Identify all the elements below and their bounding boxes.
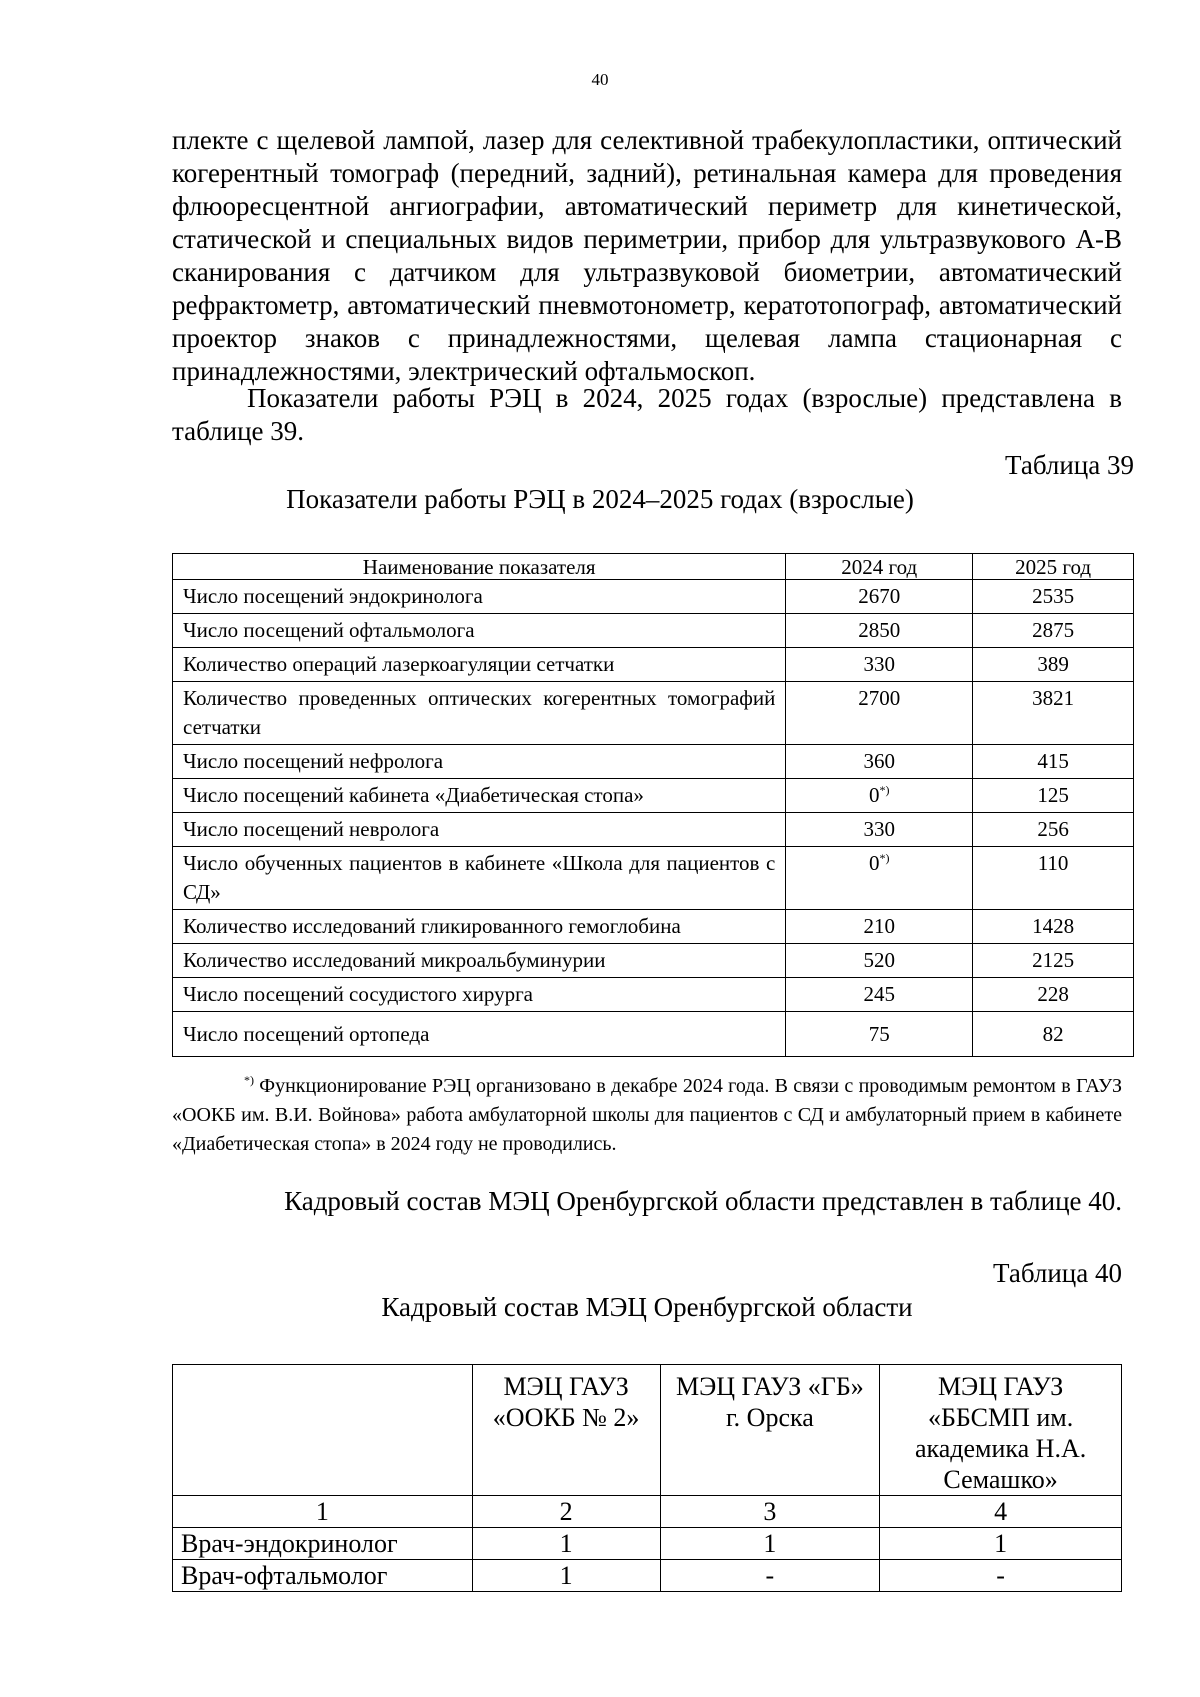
row-gb-orsk: - <box>660 1560 880 1592</box>
paragraph-equipment: плекте с щелевой лампой, лазер для селективной трабекулопластики, оптический когерентный томограф (передний, задний), ретинальная камера для проведения флюоресцентной ангиографии, автоматический периметр для кинетической, статической и специальных видов периметрии, прибор для ультразвукового А-В сканирования с датчиком для ультразвуковой биометрии, автоматический рефрактометр, автоматический пневмотонометр, кератотопограф, автоматический проектор знаков с принадлежностями, щелевая лампа стационарная с принадлежностями, электрический офтальмоскоп. <box>172 125 1122 386</box>
table-row <box>173 614 1134 648</box>
row-2025: 3821 <box>973 682 1134 745</box>
row-name: Количество исследований гликированного гемоглобина <box>173 910 786 944</box>
table-row <box>173 910 1134 944</box>
row-2025: 415 <box>973 745 1134 779</box>
footnote-text: Функционирование РЭЦ организовано в декабре 2024 года. В связи с проводимым ремонтом в ГАУЗ «ООКБ им. В.И. Войнова» работа амбулаторной школы для пациентов с СД и амбулаторный прием в кабинете «Диабетическая стопа» в 2024 году не проводились. <box>172 1075 1122 1155</box>
table-row <box>173 1560 1122 1592</box>
row-2024: 2700 <box>786 682 973 745</box>
row-name: Число посещений кабинета «Диабетическая стопа» <box>173 779 786 813</box>
row-2024: 2670 <box>786 580 973 614</box>
row-2025: 1428 <box>973 910 1134 944</box>
row-2024: 330 <box>786 648 973 682</box>
row-2025: 2125 <box>973 944 1134 978</box>
table40 <box>172 1364 1122 1592</box>
paragraph-table39-intro: Показатели работы РЭЦ в 2024, 2025 годах (взрослые) представлена в таблице 39. <box>172 383 1122 446</box>
row-2025: 82 <box>973 1012 1134 1057</box>
table39-header-name: Наименование показателя <box>173 554 786 580</box>
table-row <box>173 944 1134 978</box>
table-row <box>173 813 1134 847</box>
table-row <box>173 1528 1122 1560</box>
table40-header-empty <box>173 1365 473 1496</box>
table39-title: Показатели работы РЭЦ в 2024–2025 годах (взрослые) <box>286 484 914 514</box>
row-ookb2: 1 <box>472 1560 660 1592</box>
row-name: Число посещений невролога <box>173 813 786 847</box>
table-row <box>173 978 1134 1012</box>
row-2024 <box>786 847 973 910</box>
row-2025: 110 <box>973 847 1134 910</box>
footnote-mark: *) <box>244 1073 254 1087</box>
row-2024-value: 0 <box>868 783 880 807</box>
row-name: Число посещений офтальмолога <box>173 614 786 648</box>
table40-header-bbsmp: МЭЦ ГАУЗ «ББСМП им. академика Н.А. Семашко» <box>880 1365 1122 1496</box>
table40-header-row <box>173 1365 1122 1496</box>
row-2024 <box>786 779 973 813</box>
paragraph-table40-intro: Кадровый состав МЭЦ Оренбургской области представлен в таблице 40. <box>284 1186 1122 1216</box>
table40-title: Кадровый состав МЭЦ Оренбургской области <box>381 1292 913 1322</box>
row-2024: 360 <box>786 745 973 779</box>
row-2025: 228 <box>973 978 1134 1012</box>
col-number: 2 <box>472 1496 660 1528</box>
row-2024: 2850 <box>786 614 973 648</box>
row-ookb2: 1 <box>472 1528 660 1560</box>
row-2024: 330 <box>786 813 973 847</box>
row-name: Врач-эндокринолог <box>173 1528 473 1560</box>
row-name: Число посещений эндокринолога <box>173 580 786 614</box>
col-number: 4 <box>880 1496 1122 1528</box>
table-row <box>173 745 1134 779</box>
row-gb-orsk: 1 <box>660 1528 880 1560</box>
col-number: 3 <box>660 1496 880 1528</box>
table39-header-row <box>173 554 1134 580</box>
row-2025: 125 <box>973 779 1134 813</box>
row-2024-value: 0 <box>868 851 880 875</box>
table39 <box>172 553 1134 1057</box>
table39-header-2025: 2025 год <box>973 554 1134 580</box>
table-row <box>173 580 1134 614</box>
table-row <box>173 847 1134 910</box>
footnote-marker: *) <box>879 851 890 865</box>
table39-label: Таблица 39 <box>1005 450 1134 480</box>
col-number: 1 <box>173 1496 473 1528</box>
row-name: Количество исследований микроальбуминурии <box>173 944 786 978</box>
table40-label: Таблица 40 <box>993 1258 1122 1288</box>
row-2025: 256 <box>973 813 1134 847</box>
row-name: Число обученных пациентов в кабинете «Школа для пациентов с СД» <box>173 847 786 910</box>
table40-number-row <box>173 1496 1122 1528</box>
row-2025: 2535 <box>973 580 1134 614</box>
row-name: Врач-офтальмолог <box>173 1560 473 1592</box>
row-2024: 520 <box>786 944 973 978</box>
page-number: 40 <box>591 70 609 89</box>
table-row <box>173 682 1134 745</box>
table-row <box>173 779 1134 813</box>
row-2024: 75 <box>786 1012 973 1057</box>
table-row <box>173 648 1134 682</box>
table40-header-ookb2: МЭЦ ГАУЗ «ООКБ № 2» <box>472 1365 660 1496</box>
row-name: Количество проведенных оптических когерентных томографий сетчатки <box>173 682 786 745</box>
table39-header-2024: 2024 год <box>786 554 973 580</box>
table40-header-gb-orsk: МЭЦ ГАУЗ «ГБ» г. Орска <box>660 1365 880 1496</box>
row-2024: 210 <box>786 910 973 944</box>
footnote-marker: *) <box>879 783 890 797</box>
table-row <box>173 1012 1134 1057</box>
row-name: Число посещений нефролога <box>173 745 786 779</box>
row-name: Число посещений ортопеда <box>173 1012 786 1057</box>
row-2024: 245 <box>786 978 973 1012</box>
row-2025: 389 <box>973 648 1134 682</box>
footnote <box>172 1072 1122 1159</box>
row-name: Число посещений сосудистого хирурга <box>173 978 786 1012</box>
row-bbsmp: - <box>880 1560 1122 1592</box>
row-name: Количество операций лазеркоагуляции сетчатки <box>173 648 786 682</box>
row-bbsmp: 1 <box>880 1528 1122 1560</box>
row-2025: 2875 <box>973 614 1134 648</box>
